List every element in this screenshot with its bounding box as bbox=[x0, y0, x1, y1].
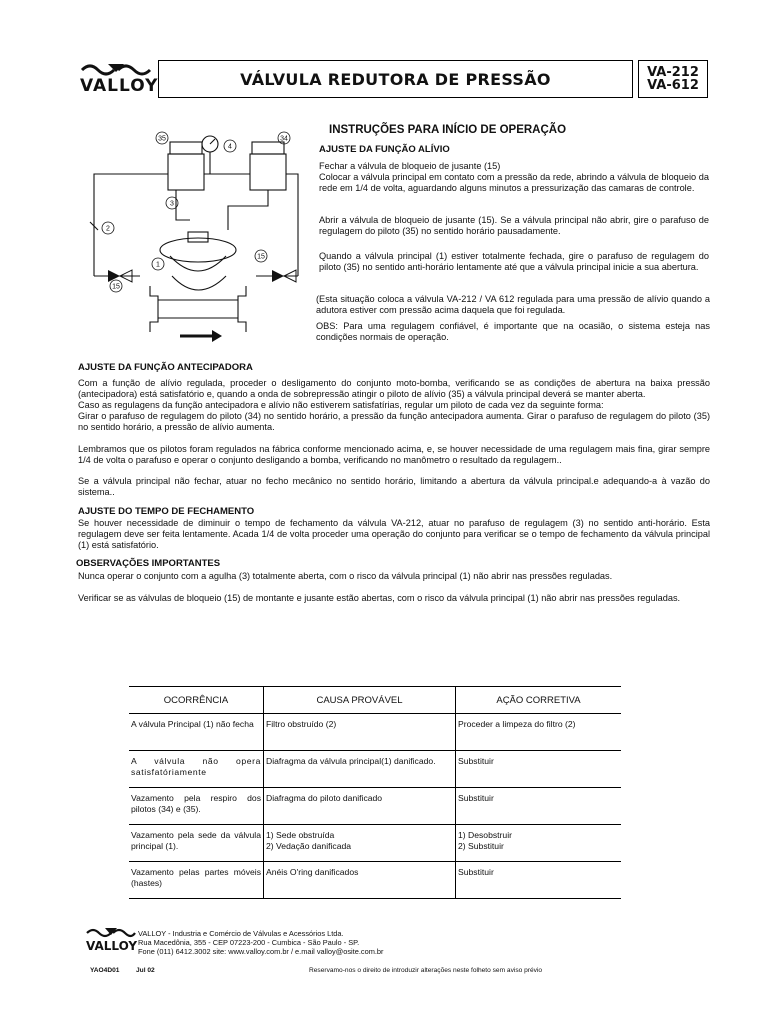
table-row bbox=[129, 862, 621, 899]
footer-logo bbox=[86, 926, 136, 956]
footer-disclaimer: Reservamo-nos o direito de introduzir alterações neste folheto sem aviso prévio bbox=[309, 967, 543, 974]
cause-line: Diafragma do piloto danificado bbox=[266, 793, 383, 803]
action-line: 1) Desobstruir bbox=[458, 830, 512, 840]
troubleshooting-table bbox=[129, 686, 621, 899]
closing-p1: Se houver necessidade de diminuir o tempo de fechamento da válvula VA-212, atuar no parafuso de regulagem (3) no sentido anti-horário. Esta regulagem deve ser feita lentamente. Acada 1/4 de volta proceder uma operação do conjunto para verificar se o tempo de fechamento da válvula principal (1) está satisfatório. bbox=[78, 518, 710, 550]
anticipator-p1: Com a função de alívio regulada, proceder o desligamento do conjunto moto-bomba, verificando se as condições de abertura na baixa pressão (antecipadora) está satisfatório e, quando a onda de sobrepressão atingir o piloto de alívio (35) a válvula principal deverá se manter aberta. bbox=[78, 378, 710, 399]
pilot-34-body bbox=[250, 154, 286, 190]
anticipator-block bbox=[78, 378, 710, 433]
valloy-logo bbox=[80, 60, 159, 98]
notes-p1: Nunca operar o conjunto com a agulha (3) totalmente aberta, com o risco da válvula principal (1) não abrir nas pressões reguladas. bbox=[78, 571, 613, 581]
footer-company: VALLOY - Industria e Comércio de Válvulas e Acessórios Ltda. bbox=[138, 929, 344, 938]
cell-cause bbox=[264, 714, 456, 751]
relief-paragraph-1 bbox=[319, 161, 709, 194]
pilot-35-body bbox=[168, 154, 204, 190]
table-row bbox=[129, 714, 621, 751]
anticipator-p3: Girar o parafuso de regulagem do piloto (34) no sentido horário, a pressão da função antecipadora aumenta. Girar o parafuso de regulagem do piloto (35) no sentido horário, a pressão de alívio aumenta. bbox=[78, 411, 710, 432]
cell-cause bbox=[264, 751, 456, 788]
closing-heading: AJUSTE DO TEMPO DE FECHAMENTO bbox=[78, 506, 255, 517]
relief-line-1: Fechar a válvula de bloqueio de jusante (15) bbox=[319, 161, 501, 171]
relief-paragraph-4: (Esta situação coloca a válvula VA-212 / VA 612 regulada para uma pressão de alívio quando a adutora estiver com pressão acima daquela que foi regulada. bbox=[316, 294, 710, 315]
cause-line: Filtro obstruído (2) bbox=[266, 719, 337, 729]
footer-code: YAO4D01 bbox=[90, 967, 120, 974]
model-code-2: VA-612 bbox=[647, 78, 699, 93]
valve-schematic-diagram bbox=[80, 126, 312, 346]
cell-action bbox=[456, 862, 622, 899]
obs-paragraph: OBS: Para uma regulagem confiável, é importante que na ocasião, o sistema esteja nas condições normais de operação. bbox=[316, 321, 710, 342]
anticipator-heading: AJUSTE DA FUNÇÃO ANTECIPADORA bbox=[78, 362, 253, 373]
pilot-34-cap bbox=[252, 142, 284, 154]
label-3: 3 bbox=[170, 200, 174, 208]
label-34: 34 bbox=[280, 135, 288, 143]
cell-occurrence: Vazamento pelas partes móveis (hastes) bbox=[129, 862, 264, 899]
col-header-cause: CAUSA PROVÁVEL bbox=[264, 687, 456, 714]
anticipator-p4: Lembramos que os pilotos foram regulados na fábrica conforme mencionado acima, e, se houver necessidade de uma regulagem mais fina, girar sempre 1/4 de volta o parafuso e operar o conjunto desligando a bomba, verificando no manômetro o resultado da regulagem.. bbox=[78, 444, 710, 465]
relief-heading: AJUSTE DA FUNÇÃO ALÍVIO bbox=[319, 144, 450, 155]
cell-occurrence: A válvula Principal (1) não fecha bbox=[129, 714, 264, 751]
label-35: 35 bbox=[158, 135, 166, 143]
footer-company-info bbox=[138, 929, 383, 956]
instructions-heading: INSTRUÇÕES PARA INÍCIO DE OPERAÇÃO bbox=[329, 124, 567, 136]
footer-address: Rua Macedônia, 355 - CEP 07223-200 - Cumbica - São Paulo - SP. bbox=[138, 938, 360, 947]
model-code-1: VA-212 bbox=[647, 65, 699, 80]
cell-action bbox=[456, 751, 622, 788]
anticipator-p2: Caso as regulagens da função antecipadora e alívio não estiverem satisfatírias, regular um piloto de cada vez da seguinte forma: bbox=[78, 400, 604, 410]
model-box bbox=[638, 60, 708, 98]
footer-date: Jul 02 bbox=[136, 967, 155, 974]
action-line: Substituir bbox=[458, 793, 494, 803]
cell-cause bbox=[264, 862, 456, 899]
cell-action bbox=[456, 788, 622, 825]
table-row bbox=[129, 751, 621, 788]
label-1: 1 bbox=[156, 261, 160, 269]
label-15-left: 15 bbox=[112, 283, 120, 291]
cell-occurrence: Vazamento pela respiro dos pilotos (34) e (35). bbox=[129, 788, 264, 825]
col-header-occurrence: OCORRÊNCIA bbox=[129, 687, 264, 714]
anticipator-p5: Se a válvula principal não fechar, atuar no fecho mecânico no sentido horário, limitando a abertura da válvula principal.e adequando-a à vazão do sistema.. bbox=[78, 476, 710, 497]
pilot-35-cap bbox=[170, 142, 202, 154]
cell-occurrence: A válvula não opera satisfatóriamente bbox=[129, 751, 264, 788]
footer-wave-logo-icon bbox=[86, 926, 136, 939]
action-line: Substituir bbox=[458, 756, 494, 766]
label-15-right: 15 bbox=[257, 253, 265, 261]
footer-contact: Fone (011) 6412.3002 site: www.valloy.com.br / e.mail valloy@osite.com.br bbox=[138, 947, 384, 956]
action-line: Substituir bbox=[458, 867, 494, 877]
col-header-action: AÇÃO CORRETIVA bbox=[456, 687, 622, 714]
cell-cause bbox=[264, 788, 456, 825]
notes-p2: Verificar se as válvulas de bloqueio (15) de montante e jusante estão abertas, com o risco da válvula principal (1) não abrir nas pressões reguladas. bbox=[78, 593, 681, 603]
label-2: 2 bbox=[106, 225, 110, 233]
cause-line: 2) Vedação danificada bbox=[266, 841, 352, 851]
relief-paragraph-3: Quando a válvula principal (1) estiver totalmente fechada, gire o parafuso de regulagem do piloto (35) no sentido anti-horário lentamente até que a válvula principal inicie a sua abertura. bbox=[319, 251, 709, 272]
cause-line: Diafragma da válvula principal(1) danificado. bbox=[266, 756, 436, 766]
label-4: 4 bbox=[228, 143, 232, 151]
logo-text: VALLOY bbox=[80, 76, 159, 96]
table-header-row bbox=[129, 687, 621, 714]
cell-action bbox=[456, 714, 622, 751]
cause-line: 1) Sede obstruída bbox=[266, 830, 335, 840]
table-row bbox=[129, 788, 621, 825]
cell-action bbox=[456, 825, 622, 862]
title-box bbox=[158, 60, 633, 98]
notes-heading: OBSERVAÇÕES IMPORTANTES bbox=[76, 558, 221, 569]
action-line: 2) Substituir bbox=[458, 841, 504, 851]
cell-cause bbox=[264, 825, 456, 862]
action-line: Proceder a limpeza do filtro (2) bbox=[458, 719, 576, 729]
page-title: VÁLVULA REDUTORA DE PRESSÃO bbox=[240, 69, 551, 89]
relief-body-1: Colocar a válvula principal em contato com a pressão da rede, abrindo a válvula de bloqueio da rede em 1/4 de volta, aguardando alguns minutos a pressurização das camaras de controle. bbox=[319, 172, 709, 193]
relief-paragraph-2: Abrir a válvula de bloqueio de jusante (15). Se a válvula principal não abrir, gire o parafuso de regulagem do piloto (35) no sentido horário pausadamente. bbox=[319, 215, 709, 236]
footer-logo-text: VALLOY bbox=[86, 939, 138, 953]
cell-occurrence: Vazamento pela sede da válvula principal (1). bbox=[129, 825, 264, 862]
table-row bbox=[129, 825, 621, 862]
cause-line: Anéis O'ring danificados bbox=[266, 867, 359, 877]
